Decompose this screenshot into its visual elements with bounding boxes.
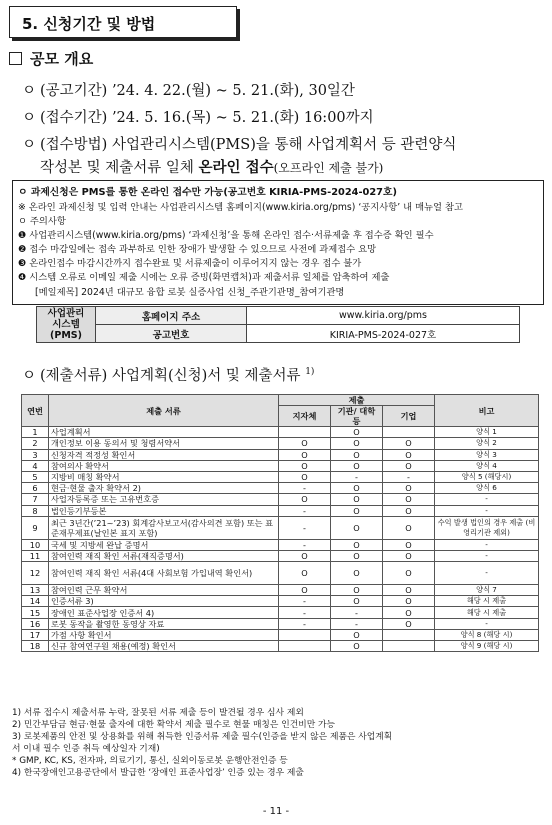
pms-header-line3: (PMS): [50, 330, 82, 341]
table-row: [22, 494, 539, 505]
row-local: O: [279, 585, 331, 596]
row-local: O: [279, 460, 331, 471]
row-remark: 해당 시 제출: [435, 596, 539, 607]
row-remark: -: [435, 550, 539, 561]
row-local: O: [279, 550, 331, 561]
docs-heading: [22, 364, 314, 385]
row-remark: 양식 7: [435, 585, 539, 596]
row-no: 15: [22, 607, 49, 618]
table-row: [22, 438, 539, 449]
row-inst: O: [331, 494, 383, 505]
row-no: 17: [22, 629, 49, 640]
table-row: [22, 585, 539, 596]
section-title: 5. 신청기간 및 방법: [22, 15, 156, 33]
footnote-4: 4) 한국장애인고용공단에서 발급한 ‘장애인 표준사업장’ 인증 있는 경우 제출: [12, 768, 304, 778]
row-local: O: [279, 449, 331, 460]
table-row: [22, 460, 539, 471]
row-name: 개인정보 이용 동의서 및 청렴서약서: [49, 438, 279, 449]
row-local: -: [279, 483, 331, 494]
row-corp: O: [383, 562, 435, 585]
row-remark: -: [435, 618, 539, 629]
pms-info-table: [36, 306, 520, 343]
row-name: 사업자등록증 또는 고유번호증: [49, 494, 279, 505]
row-corp: O: [383, 596, 435, 607]
row-local: O: [279, 562, 331, 585]
row-no: 18: [22, 641, 49, 652]
heading-overview: [9, 48, 93, 69]
table-row: [22, 505, 539, 516]
table-row: [22, 641, 539, 652]
pms-header-line2: 시스템: [52, 319, 80, 330]
row-no: 11: [22, 550, 49, 561]
row-remark: 해당 시 제출: [435, 607, 539, 618]
item-receipt-method-line2: [40, 156, 383, 177]
col-corp: 기업: [383, 406, 435, 427]
circle-bullet-icon: ㅇ: [22, 83, 37, 99]
row-no: 7: [22, 494, 49, 505]
row-name: 참여인력 재직 확인 서류(재직증명서): [49, 550, 279, 561]
footnote-1: 1) 서류 접수시 제출서류 누락, 잘못된 서류 제출 등이 발견될 경우 심사 제외: [12, 708, 304, 718]
row-inst: O: [331, 483, 383, 494]
item-label: (공고기간): [40, 83, 108, 99]
col-submit: 제출: [279, 395, 435, 406]
row-name: 참여인력 재직 확인 서류(4대 사회보험 가입내역 확인서): [49, 562, 279, 585]
heading-text: 공모 개요: [30, 50, 94, 68]
row-corp: O: [383, 460, 435, 471]
row-remark: 수익 발생 법인의 경우 제출 (비영리기관 제외): [435, 516, 539, 539]
row-remark: 양식 2: [435, 438, 539, 449]
row-corp: O: [383, 438, 435, 449]
table-row: [22, 618, 539, 629]
row-no: 12: [22, 562, 49, 585]
row-corp: O: [383, 494, 435, 505]
table-row: [22, 471, 539, 482]
row-corp: [383, 427, 435, 438]
row-name: 최근 3년간(’21~’23) 회계감사보고서(감사의견 포함) 또는 표준재무제표(날인본 표지 포함): [49, 516, 279, 539]
item-receipt-period: [22, 106, 374, 127]
item-label: (접수방법): [40, 137, 108, 153]
table-row: [22, 562, 539, 585]
col-local: 지자체: [279, 406, 331, 427]
row-inst: -: [331, 471, 383, 482]
notice-point-2: ❷ 접수 마감일에는 접속 과부하로 인한 장애가 발생할 수 있으므로 사전에 과제접수 요망: [18, 244, 377, 255]
row-local: O: [279, 471, 331, 482]
row-no: 16: [22, 618, 49, 629]
section-title-box: [9, 6, 237, 38]
row-inst: -: [331, 607, 383, 618]
table-row: [22, 449, 539, 460]
row-corp: -: [383, 471, 435, 482]
col-no: 연번: [22, 395, 49, 427]
col-name: 제출 서류: [49, 395, 279, 427]
table-row: [22, 596, 539, 607]
row-corp: O: [383, 539, 435, 550]
pms-row-label: 공고번호: [96, 325, 247, 343]
checkbox-square-icon: [9, 52, 22, 65]
row-corp: O: [383, 607, 435, 618]
row-local: O: [279, 494, 331, 505]
item-text: 사업관리시스템(PMS)을 통해 사업계획서 등 관련양식: [111, 137, 457, 153]
row-name: 현금·현물 출자 확약서 2): [49, 483, 279, 494]
footnote-2: 2) 민간부담금 현금·현물 출자에 대한 확약서 제출 필수로 현물 매칭은 인건비만 가능: [12, 720, 336, 730]
footnote-3-note: * GMP, KC, KS, 전자파, 의료기기, 통신, 실외이동로봇 운행안전인증 등: [12, 756, 288, 766]
row-no: 8: [22, 505, 49, 516]
row-remark: 양식 6: [435, 483, 539, 494]
pms-header: [37, 307, 96, 343]
notice-title: ㅇ 과제신청은 PMS를 통한 온라인 접수만 가능(공고번호 KIRIA-PMS-2024-027호): [18, 187, 397, 198]
row-local: [279, 427, 331, 438]
row-inst: O: [331, 641, 383, 652]
item-text: ’24. 4. 22.(월) ~ 5. 21.(화), 30일간: [111, 83, 355, 99]
item-receipt-method: [22, 133, 456, 154]
row-name: 지방비 매칭 확약서: [49, 471, 279, 482]
item-label: (접수기간): [40, 110, 108, 126]
notice-point-3: ❸ 온라인접수 마감시간까지 접수완료 및 서류제출이 이루어지지 않는 경우 접수 불가: [18, 258, 362, 269]
docs-heading-footnote: 1): [305, 367, 315, 378]
docs-heading-text: (제출서류) 사업계획(신청)서 및 제출서류: [40, 368, 301, 384]
row-name: 장애인 표준사업장 인증서 4): [49, 607, 279, 618]
page-number: - 11 -: [262, 806, 290, 817]
row-no: 13: [22, 585, 49, 596]
row-local: -: [279, 607, 331, 618]
row-no: 1: [22, 427, 49, 438]
notice-mail-title: [메일제목] 2024년 대규모 융합 로봇 실증사업 신청_주관기관명_참여기관명: [35, 287, 345, 298]
row-no: 3: [22, 449, 49, 460]
row-inst: O: [331, 585, 383, 596]
row-inst: O: [331, 438, 383, 449]
notice-box: [12, 180, 544, 305]
table-row: [22, 427, 539, 438]
footnote-3-cont: 서 이내 필수 인증 취득 예상일자 기재): [12, 744, 160, 754]
row-local: O: [279, 438, 331, 449]
line2-text: 작성본 및 제출서류 일체: [40, 160, 199, 176]
row-no: 14: [22, 596, 49, 607]
row-local: -: [279, 505, 331, 516]
table-row: [22, 483, 539, 494]
row-name: 사업계획서: [49, 427, 279, 438]
row-corp: O: [383, 550, 435, 561]
row-inst: -: [331, 618, 383, 629]
row-name: 참여인력 근무 확약서: [49, 585, 279, 596]
notice-caution: ㅇ 주의사항: [18, 216, 66, 227]
pms-homepage-link[interactable]: www.kiria.org/pms: [247, 307, 520, 325]
row-local: -: [279, 596, 331, 607]
row-name: 로봇 동작을 촬영한 동영상 자료: [49, 618, 279, 629]
row-corp: O: [383, 483, 435, 494]
row-inst: O: [331, 427, 383, 438]
row-remark: 양식 8 (해당 시): [435, 629, 539, 640]
row-corp: O: [383, 618, 435, 629]
row-remark: 양식 3: [435, 449, 539, 460]
row-no: 10: [22, 539, 49, 550]
pms-row-label: 홈페이지 주소: [96, 307, 247, 325]
row-remark: -: [435, 505, 539, 516]
row-inst: O: [331, 460, 383, 471]
row-name: 법인등기부등본: [49, 505, 279, 516]
row-remark: 양식 4: [435, 460, 539, 471]
row-name: 국세 및 지방세 완납 증명서: [49, 539, 279, 550]
row-local: -: [279, 516, 331, 539]
item-text: ’24. 5. 16.(목) ~ 5. 21.(화) 16:00까지: [111, 110, 374, 126]
docs-table: [21, 394, 539, 652]
row-name: 참여의사 확약서: [49, 460, 279, 471]
row-inst: O: [331, 562, 383, 585]
row-inst: O: [331, 550, 383, 561]
row-local: [279, 641, 331, 652]
table-row: [22, 550, 539, 561]
row-inst: O: [331, 516, 383, 539]
table-row: [22, 607, 539, 618]
item-announce-period: [22, 79, 355, 100]
row-name: 신규 참여연구원 채용(예정) 확인서: [49, 641, 279, 652]
row-local: -: [279, 618, 331, 629]
row-local: [279, 629, 331, 640]
row-remark: 양식 9 (해당 시): [435, 641, 539, 652]
circle-bullet-icon: ㅇ: [22, 368, 37, 384]
row-remark: 양식 5 (해당시): [435, 471, 539, 482]
row-name: 가점 사항 확인서: [49, 629, 279, 640]
row-corp: O: [383, 585, 435, 596]
row-no: 6: [22, 483, 49, 494]
row-inst: O: [331, 629, 383, 640]
row-no: 4: [22, 460, 49, 471]
row-local: -: [279, 539, 331, 550]
circle-bullet-icon: ㅇ: [22, 110, 37, 126]
col-remark: 비고: [435, 395, 539, 427]
circle-bullet-icon: ㅇ: [22, 137, 37, 153]
row-corp: [383, 641, 435, 652]
row-inst: O: [331, 449, 383, 460]
row-inst: O: [331, 539, 383, 550]
row-remark: 양식 1: [435, 427, 539, 438]
table-row: [22, 629, 539, 640]
pms-header-line1: 사업관리: [47, 308, 85, 319]
row-no: 5: [22, 471, 49, 482]
online-receipt-emphasis: 온라인 접수: [198, 159, 274, 176]
row-corp: O: [383, 449, 435, 460]
table-row: [22, 539, 539, 550]
notice-point-4: ❹ 시스템 오류로 이메일 제출 시에는 오류 증빙(화면캡처)과 제출서류 일체를 압축하여 제출: [18, 272, 390, 283]
row-corp: [383, 629, 435, 640]
row-remark: -: [435, 562, 539, 585]
row-inst: O: [331, 596, 383, 607]
row-corp: O: [383, 505, 435, 516]
table-row: [22, 516, 539, 539]
row-name: 인증서류 3): [49, 596, 279, 607]
row-no: 9: [22, 516, 49, 539]
pms-row-value: KIRIA-PMS-2024-027호: [247, 325, 520, 343]
row-corp: O: [383, 516, 435, 539]
footnote-3: 3) 로봇제품의 안전 및 상용화를 위해 취득한 인증서류 제출 필수(인증을 받지 않은 제품은 사업계획: [12, 732, 393, 742]
row-no: 2: [22, 438, 49, 449]
row-remark: -: [435, 494, 539, 505]
offline-note: (오프라인 제출 불가): [273, 161, 384, 175]
notice-point-1: ❶ 사업관리시스템(www.kiria.org/pms) ‘과제신청’을 통해 온라인 접수·서류제출 후 접수증 확인 필수: [18, 230, 434, 241]
col-inst: 기관/ 대학 등: [331, 406, 383, 427]
row-remark: -: [435, 539, 539, 550]
notice-note: ※ 온라인 과제신청 및 입력 안내는 사업관리시스템 홈페이지(www.kiria.org/pms) ‘공지사항’ 내 매뉴얼 참고: [18, 202, 463, 213]
row-name: 신청자격 적정성 확인서: [49, 449, 279, 460]
row-inst: O: [331, 505, 383, 516]
